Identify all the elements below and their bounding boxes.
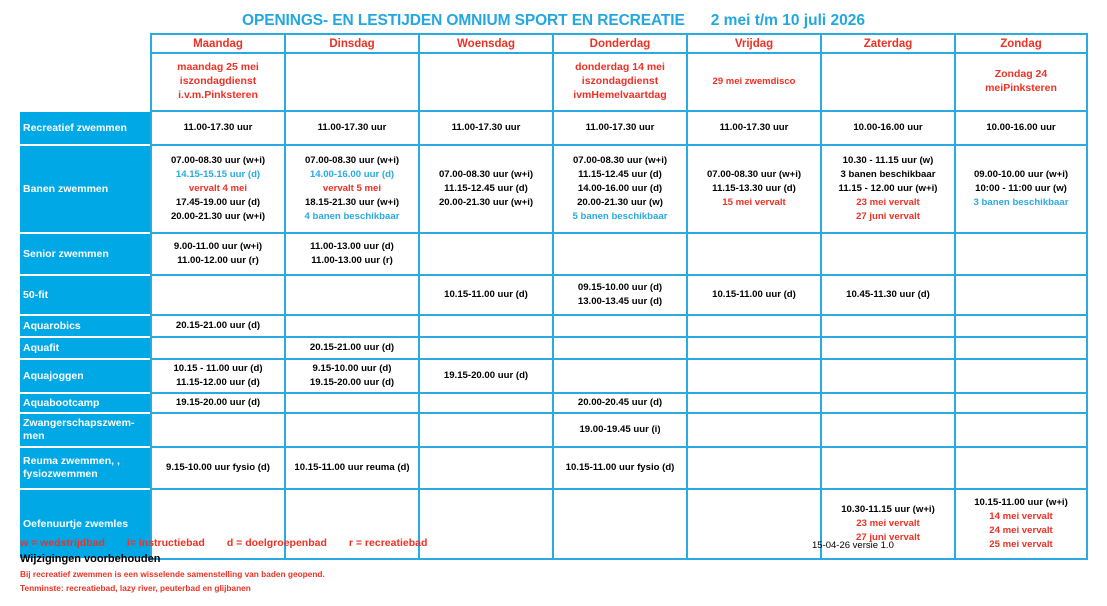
day-header-maandag: Maandag xyxy=(150,33,284,54)
cell-aquarobics-zaterdag xyxy=(820,316,954,338)
cell-senior-vrijdag xyxy=(686,234,820,276)
cell-50-fit-donderdag xyxy=(552,276,686,316)
schedule-entry: 11.00-13.00 uur (r) xyxy=(311,255,393,266)
note-line: donderdag 14 mei is xyxy=(575,61,665,88)
schedule-entry: 10.15-11.00 uur (d) xyxy=(444,289,528,301)
schedule-entry: 19.15-20.00 uur (d) xyxy=(309,376,395,388)
table-row xyxy=(20,414,1088,448)
cell-senior-zondag xyxy=(954,234,1088,276)
schedule-entry: vervalt 5 mei xyxy=(322,183,382,195)
note-line: Pinksteren xyxy=(1003,82,1057,94)
note-line: Pinksteren xyxy=(204,88,258,101)
page-title xyxy=(0,12,1107,30)
cell-reuma-maandag xyxy=(150,448,284,490)
schedule-entry: 07.00-08.30 uur (w+i) xyxy=(438,169,534,181)
version-stamp: 15-04-26 versie 1.0 xyxy=(812,540,894,551)
legend xyxy=(20,537,1090,549)
day-note-zondag xyxy=(954,54,1088,112)
schedule-entry: 20.00-21.30 uur (w) xyxy=(577,196,663,208)
cell-aquabootcamp-woensdag xyxy=(418,394,552,414)
cell-zwangerschapszwem--donderdag xyxy=(552,414,686,448)
cell-aquarobics-vrijdag xyxy=(686,316,820,338)
day-header-vrijdag: Vrijdag xyxy=(686,33,820,54)
cell-zwangerschapszwem--maandag xyxy=(150,414,284,448)
schedule-entry: 14.00-16.00 uur (d) xyxy=(309,169,395,181)
schedule-entry: 10.15-11.00 uur (w+i) xyxy=(974,497,1068,508)
cell-zwangerschapszwem--zaterdag xyxy=(820,414,954,448)
schedule-entry: 24 mei vervalt xyxy=(989,524,1053,536)
footer-note-2: Tenminste: recreatiebad, lazy river, peuterbad en glijbanen xyxy=(20,583,251,593)
schedule-entry: 07.00-08.30 uur (w+i) xyxy=(572,155,668,167)
row-label-50-fit: 50-fit xyxy=(20,276,150,316)
cell-aquarobics-maandag xyxy=(150,316,284,338)
schedule-entry: 20.15-21.00 uur (d) xyxy=(309,342,395,354)
row-label-aquafit: Aquafit xyxy=(20,338,150,360)
table-row xyxy=(20,234,1088,276)
cell-recreatief-donderdag xyxy=(552,112,686,146)
schedule-entry: 15 mei vervalt xyxy=(722,196,786,208)
day-note-maandag xyxy=(150,54,284,112)
cell-banen-zaterdag xyxy=(820,146,954,234)
row-label-aquajoggen: Aquajoggen xyxy=(20,360,150,394)
schedule-entry: 07.00-08.30 uur (w+i) xyxy=(304,155,400,167)
schedule-entry: 10:00 - 11:00 uur (w) xyxy=(975,183,1067,195)
cell-aquajoggen-zondag xyxy=(954,360,1088,394)
schedule-entry: 13.00-13.45 uur (d) xyxy=(577,296,663,307)
day-header-dinsdag: Dinsdag xyxy=(284,33,418,54)
schedule-body xyxy=(20,112,1088,560)
cell-aquafit-vrijdag xyxy=(686,338,820,360)
cell-zwangerschapszwem--dinsdag xyxy=(284,414,418,448)
schedule-entry: 9.15-10.00 uur fysio (d) xyxy=(166,461,270,473)
cell-50-fit-dinsdag xyxy=(284,276,418,316)
row-label-banen: Banen zwemmen xyxy=(20,146,150,234)
cell-senior-dinsdag xyxy=(284,234,418,276)
schedule-entry: 27 juni vervalt xyxy=(856,531,920,543)
cell-senior-woensdag xyxy=(418,234,552,276)
schedule-entry: 10.15 - 11.00 uur (d) xyxy=(173,363,263,374)
note-line: zondagdienst ivm xyxy=(573,75,659,101)
cell-aquafit-dinsdag xyxy=(284,338,418,360)
cell-50-fit-zondag xyxy=(954,276,1088,316)
schedule-entry: 11.15-12.45 uur (d) xyxy=(578,169,662,181)
row-label-reuma: Reuma zwemmen, , fysiozwemmen xyxy=(20,448,150,490)
note-line: Zondag 24 mei xyxy=(985,68,1048,94)
schedule-entry: 11.00-13.00 uur (d) xyxy=(310,241,394,253)
schedule-entry: vervalt 4 mei xyxy=(188,183,248,195)
cell-aquabootcamp-vrijdag xyxy=(686,394,820,414)
cell-banen-dinsdag xyxy=(284,146,418,234)
schedule-entry: 14.15-15.15 uur (d) xyxy=(175,169,261,181)
table-row xyxy=(20,338,1088,360)
schedule-entry: 09.00-10.00 uur (w+i) xyxy=(973,169,1069,181)
schedule-entry: 11.00-17.30 uur xyxy=(317,122,387,134)
schedule-entry: 27 juni vervalt xyxy=(856,210,920,222)
row-label-aquabootcamp: Aquabootcamp xyxy=(20,394,150,414)
schedule-entry: 20.00-21.30 uur (w+i) xyxy=(170,210,266,222)
schedule-entry: 09.15-10.00 uur (d) xyxy=(577,282,663,294)
schedule-entry: 20.00-20.45 uur (d) xyxy=(577,396,663,408)
table-row xyxy=(20,276,1088,316)
cell-reuma-woensdag xyxy=(418,448,552,490)
schedule-entry: 11.15-12.00 uur (d) xyxy=(176,376,260,388)
cell-aquajoggen-woensdag xyxy=(418,360,552,394)
cell-aquafit-donderdag xyxy=(552,338,686,360)
legend-item-2: d = doelgroepenbad xyxy=(226,537,327,549)
legend-item-3: r = recreatiebad xyxy=(348,537,428,549)
cell-aquarobics-donderdag xyxy=(552,316,686,338)
page-title-date-range: 2 mei t/m 10 juli 2026 xyxy=(710,12,865,29)
cell-recreatief-vrijdag xyxy=(686,112,820,146)
cell-aquarobics-zondag xyxy=(954,316,1088,338)
cell-recreatief-woensdag xyxy=(418,112,552,146)
cell-recreatief-zondag xyxy=(954,112,1088,146)
schedule-entry: 07.00-08.30 uur (w+i) xyxy=(706,169,802,181)
legend-item-1: i= instructiebad xyxy=(126,537,205,549)
cell-50-fit-zaterdag xyxy=(820,276,954,316)
schedule-entry: 3 banen beschikbaar xyxy=(973,196,1069,208)
schedule-entry: 17.45-19.00 uur (d) xyxy=(175,196,261,208)
schedule-entry: 11.15 - 12.00 uur (w+i) xyxy=(838,183,938,195)
row-label-oefenuurtje: Oefenuurtje zwemles xyxy=(20,490,150,560)
schedule-entry: 11.15-12.45 uur (d) xyxy=(444,183,528,195)
table-corner-blank xyxy=(20,33,150,54)
schedule-entry: 10.30 - 11.15 uur (w) xyxy=(842,155,934,167)
day-header-woensdag: Woensdag xyxy=(418,33,552,54)
schedule-entry: 11.00-17.30 uur xyxy=(585,122,655,134)
cell-banen-maandag xyxy=(150,146,284,234)
schedule-entry: 10.15-11.00 uur (d) xyxy=(712,289,796,301)
schedule-entry: 14 mei vervalt xyxy=(989,510,1053,522)
table-row xyxy=(20,360,1088,394)
cell-50-fit-maandag xyxy=(150,276,284,316)
schedule-entry: 19.00-19.45 uur (i) xyxy=(579,423,661,435)
cell-zwangerschapszwem--woensdag xyxy=(418,414,552,448)
cell-reuma-zondag xyxy=(954,448,1088,490)
cell-banen-donderdag xyxy=(552,146,686,234)
cell-reuma-vrijdag xyxy=(686,448,820,490)
cell-banen-woensdag xyxy=(418,146,552,234)
cell-banen-zondag xyxy=(954,146,1088,234)
table-row xyxy=(20,112,1088,146)
note-line: 29 mei zwemdisco xyxy=(712,75,796,87)
day-header-zaterdag: Zaterdag xyxy=(820,33,954,54)
cell-50-fit-vrijdag xyxy=(686,276,820,316)
table-row xyxy=(20,146,1088,234)
table-row xyxy=(20,448,1088,490)
cell-senior-zaterdag xyxy=(820,234,954,276)
schedule-entry: 10.45-11.30 uur (d) xyxy=(846,289,930,301)
cell-aquabootcamp-dinsdag xyxy=(284,394,418,414)
cell-aquajoggen-donderdag xyxy=(552,360,686,394)
cell-reuma-donderdag xyxy=(552,448,686,490)
cell-aquafit-woensdag xyxy=(418,338,552,360)
schedule-entry: 07.00-08.30 uur (w+i) xyxy=(170,155,266,167)
schedule-table xyxy=(20,33,1088,560)
schedule-entry: 23 mei vervalt xyxy=(856,517,920,529)
schedule-entry: 3 banen beschikbaar xyxy=(840,169,936,181)
row-label-recreatief: Recreatief zwemmen xyxy=(20,112,150,146)
day-note-dinsdag xyxy=(284,54,418,112)
schedule-entry: 10.30-11.15 uur (w+i) xyxy=(841,503,935,515)
cell-reuma-dinsdag xyxy=(284,448,418,490)
schedule-entry: 20.15-21.00 uur (d) xyxy=(175,320,261,332)
schedule-entry: 23 mei vervalt xyxy=(856,196,920,208)
schedule-entry: 20.00-21.30 uur (w+i) xyxy=(438,196,534,208)
schedule-entry: 11.00-17.30 uur xyxy=(183,122,253,134)
schedule-entry: 11.15-13.30 uur (d) xyxy=(712,183,796,195)
schedule-entry: 11.00-17.30 uur xyxy=(451,122,521,134)
cell-senior-maandag xyxy=(150,234,284,276)
cell-aquabootcamp-zondag xyxy=(954,394,1088,414)
schedule-entry: 4 banen beschikbaar xyxy=(304,210,400,222)
cell-senior-donderdag xyxy=(552,234,686,276)
schedule-head xyxy=(20,33,1088,112)
cell-recreatief-maandag xyxy=(150,112,284,146)
schedule-entry: 19.15-20.00 uur (d) xyxy=(175,396,261,408)
note-line: Hemelvaartdag xyxy=(591,88,667,101)
legend-item-0: w = wedstrijdbad xyxy=(20,537,105,549)
row-label-zwangerschapszwem-: Zwangerschapszwem- men xyxy=(20,414,150,448)
cell-aquafit-maandag xyxy=(150,338,284,360)
day-header-donderdag: Donderdag xyxy=(552,33,686,54)
cell-aquafit-zaterdag xyxy=(820,338,954,360)
cell-recreatief-zaterdag xyxy=(820,112,954,146)
cell-aquajoggen-vrijdag xyxy=(686,360,820,394)
wijzigingen-note: Wijzigingen voorbehouden xyxy=(20,553,161,565)
day-header-zondag: Zondag xyxy=(954,33,1088,54)
page-title-main: OPENINGS- EN LESTIJDEN OMNIUM SPORT EN RECREATIE xyxy=(242,12,685,29)
cell-banen-vrijdag xyxy=(686,146,820,234)
cell-aquajoggen-maandag xyxy=(150,360,284,394)
cell-aquajoggen-zaterdag xyxy=(820,360,954,394)
schedule-entry: 9.15-10.00 uur (d) xyxy=(312,363,392,374)
table-corner-blank-2 xyxy=(20,54,150,112)
table-row xyxy=(20,394,1088,414)
schedule-entry: 5 banen beschikbaar xyxy=(572,210,668,222)
row-label-aquarobics: Aquarobics xyxy=(20,316,150,338)
schedule-entry: 10.15-11.00 uur reuma (d) xyxy=(294,461,410,473)
row-label-senior: Senior zwemmen xyxy=(20,234,150,276)
cell-50-fit-woensdag xyxy=(418,276,552,316)
cell-aquarobics-dinsdag xyxy=(284,316,418,338)
cell-aquajoggen-dinsdag xyxy=(284,360,418,394)
day-note-donderdag xyxy=(552,54,686,112)
cell-aquabootcamp-zaterdag xyxy=(820,394,954,414)
cell-aquabootcamp-donderdag xyxy=(552,394,686,414)
note-line: zondagdienst i.v.m. xyxy=(178,75,257,101)
table-row xyxy=(20,316,1088,338)
day-note-row xyxy=(20,54,1088,112)
cell-zwangerschapszwem--zondag xyxy=(954,414,1088,448)
schedule-entry: 25 mei vervalt xyxy=(989,538,1053,550)
schedule-entry: 14.00-16.00 uur (d) xyxy=(577,183,663,195)
footer xyxy=(20,537,1090,593)
footer-note-1: Bij recreatief zwemmen is een wisselende samenstelling van baden geopend. xyxy=(20,569,325,579)
schedule-entry: 18.15-21.30 uur (w+i) xyxy=(304,196,400,208)
schedule-entry: 19.15-20.00 uur (d) xyxy=(443,369,529,381)
schedule-entry: 11.00-12.00 uur (r) xyxy=(177,255,259,266)
cell-aquafit-zondag xyxy=(954,338,1088,360)
day-header-row xyxy=(20,33,1088,54)
day-note-zaterdag xyxy=(820,54,954,112)
schedule-entry: 11.00-17.30 uur xyxy=(719,122,789,134)
schedule-entry: 9.00-11.00 uur (w+i) xyxy=(173,241,263,253)
schedule-entry: 10.00-16.00 uur xyxy=(986,122,1056,134)
day-note-vrijdag xyxy=(686,54,820,112)
note-line: maandag 25 mei is xyxy=(177,61,259,88)
schedule-entry: 10.15-11.00 uur fysio (d) xyxy=(565,461,675,473)
schedule-entry: 10.00-16.00 uur xyxy=(853,122,923,134)
cell-zwangerschapszwem--vrijdag xyxy=(686,414,820,448)
cell-reuma-zaterdag xyxy=(820,448,954,490)
day-note-woensdag xyxy=(418,54,552,112)
cell-aquabootcamp-maandag xyxy=(150,394,284,414)
cell-aquarobics-woensdag xyxy=(418,316,552,338)
cell-recreatief-dinsdag xyxy=(284,112,418,146)
